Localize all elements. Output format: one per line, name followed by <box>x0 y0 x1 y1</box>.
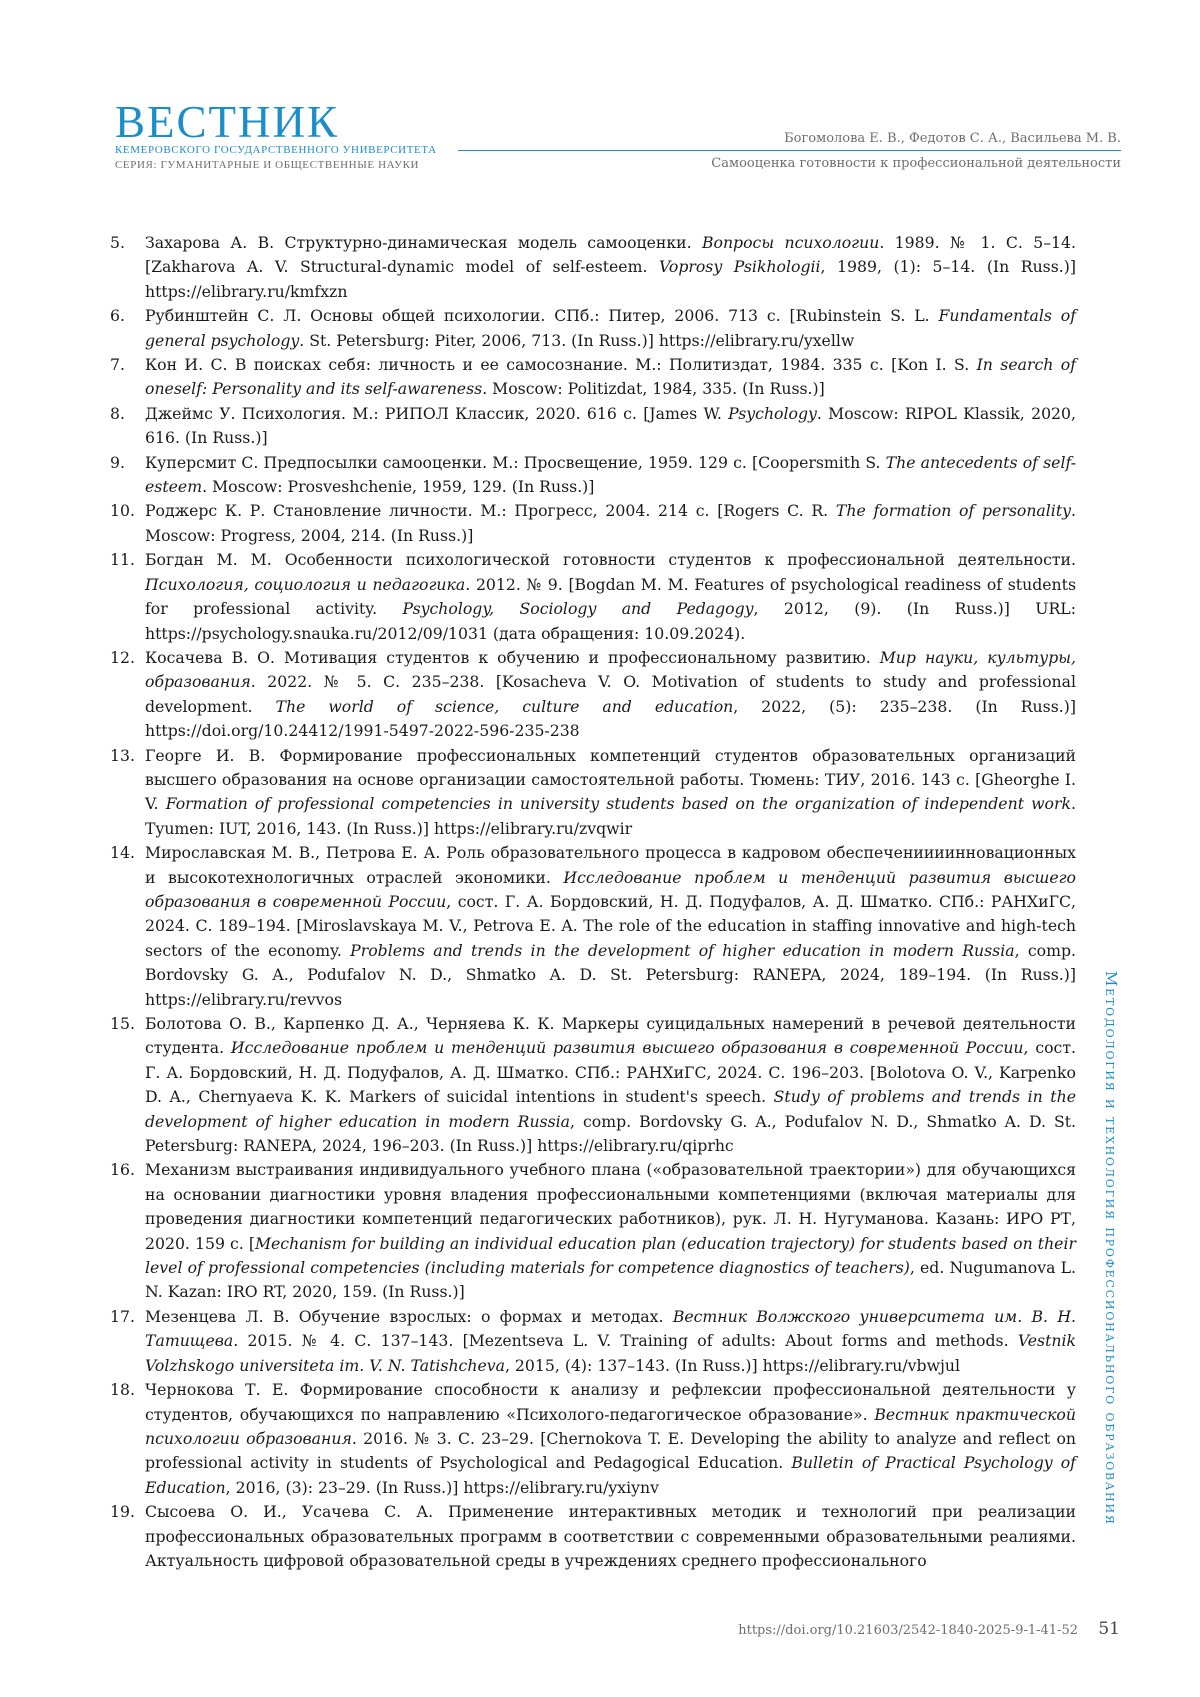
reference-segment: Богдан М. М. Особенности психологической готовности студентов к профессиональной деятельности. <box>145 550 1076 570</box>
reference-segment: , 2015, (4): 137–143. (In Russ.)] https://elibrary.ru/vbwjul <box>504 1355 960 1375</box>
reference-segment: Захарова А. В. Структурно-динамическая модель самооценки. <box>145 233 702 252</box>
reference-segment: Механизм выстраивания индивидуального учебного плана («образовательной траектории») для обучающихся на основании диагностики уровня владения профессиональными компетенциями (включая материалы для проведения диагностики компетенций педагогических работников), рук. Л. Н. Нугуманова. Казань: ИРО РТ, 2020. 159 с. [ <box>145 1160 1076 1253</box>
reference-item <box>110 1500 1076 1573</box>
reference-segment: . Moscow: Progress, 2004, 214. (In Russ.)] <box>145 501 1076 545</box>
reference-text <box>145 1305 1076 1378</box>
reference-segment: . Tyumen: IUT, 2016, 143. (In Russ.)] https://elibrary.ru/zvqwir <box>145 794 1076 838</box>
reference-segment: , comp. Bordovsky G. A., Podufalov N. D., Shmatko A. D. St. Petersburg: RANEPA, 2024, 189–194. (In Russ.)] https://elibrary.ru/revvos <box>145 940 1076 1009</box>
reference-segment: , сост. Г. А. Бордовский, Н. Д. Подуфалов, А. Д. Шматко. СПб.: РАНХиГС, 2024. С. 189–194. [Miroslavskaya M. V., Petrova E. A. The role of the education in staffing innovative and high-tech sectors of the economy. <box>145 891 1076 960</box>
reference-text <box>145 1500 1076 1573</box>
reference-italic-title: Problems and trends in the development of higher education in modern Russia <box>350 940 1015 960</box>
reference-text <box>145 646 1076 744</box>
reference-number: 11. <box>110 550 135 570</box>
journal-masthead <box>115 97 437 171</box>
reference-italic-title: Formation of professional competencies in university students based on the organization of independent work <box>165 794 1071 814</box>
reference-list <box>110 231 1076 1573</box>
journal-university: КЕМЕРОВСКОГО ГОСУДАРСТВЕННОГО УНИВЕРСИТЕТА <box>115 144 437 156</box>
reference-italic-title: Study of problems and trends in the development of higher education in modern Russia <box>145 1087 1076 1131</box>
running-title: Самооценка готовности к профессиональной деятельности <box>711 156 1121 171</box>
reference-segment: . Moscow: RIPOL Klassik, 2020, 616. (In Russ.)] <box>145 403 1077 448</box>
reference-italic-title: Fundamentals of general psychology <box>145 306 1076 350</box>
reference-text <box>145 499 1076 548</box>
reference-item <box>110 231 1076 304</box>
reference-segment: . 2015. № 4. С. 137–143. [Mezentseva L. V. Training of adults: About forms and methods. <box>233 1331 1018 1351</box>
header-divider <box>458 150 1121 151</box>
reference-segment: . St. Petersburg: Piter, 2006, 713. (In Russ.)] https://elibrary.ru/yxellw <box>299 330 855 350</box>
reference-item <box>110 744 1076 842</box>
reference-item <box>110 1158 1076 1304</box>
reference-text <box>145 402 1076 451</box>
reference-segment: Куперсмит С. Предпосылки самооценки. М.: Просвещение, 1959. 129 с. [Coopersmith S. <box>145 452 886 472</box>
reference-italic-title: Bulletin of Practical Psychology of Education <box>145 1453 1076 1497</box>
reference-number: 8. <box>110 403 125 423</box>
journal-title: ВЕСТНИК <box>115 97 340 147</box>
reference-item <box>110 548 1076 646</box>
reference-italic-title: Исследование проблем и тенденций развития высшего образования в современной России <box>230 1038 1024 1058</box>
reference-italic-title: Исследование проблем и тенденций развития высшего образования в современной России <box>145 867 1076 911</box>
reference-italic-title: Вестник Волжского университета им. В. Н. Татищева <box>145 1306 1076 1351</box>
reference-italic-title: Мир науки, культуры, образования <box>145 647 1076 692</box>
reference-number: 9. <box>110 452 125 472</box>
footer-doi[interactable]: https://doi.org/10.21603/2542-1840-2025-9-1-41-52 <box>738 1623 1078 1638</box>
reference-text <box>145 841 1076 1012</box>
reference-segment: . 1989. № 1. С. 5–14. [Zakharova A. V. Structural-dynamic model of self-esteem. <box>145 233 1076 277</box>
reference-italic-title: Вопросы психологии <box>701 233 880 252</box>
reference-item <box>110 1378 1076 1500</box>
reference-item <box>110 841 1076 1012</box>
journal-series: СЕРИЯ: ГУМАНИТАРНЫЕ И ОБЩЕСТВЕННЫЕ НАУКИ <box>115 159 420 171</box>
reference-item <box>110 353 1076 402</box>
reference-segment: . 2022. № 5. С. 235–238. [Kosacheva V. O. Motivation of students to study and professional development. <box>145 672 1076 716</box>
reference-item <box>110 402 1076 451</box>
reference-italic-title: Психология, социология и педагогика <box>145 574 466 594</box>
reference-segment: , сост. Г. А. Бордовский, Н. Д. Подуфалов, А. Д. Шматко. СПб.: РАНХиГС, 2024. С. 196–203. [Bolotova O. V., Karpenko D. A., Chernyaeva K. K. Markers of suicidal intentions in student's speech. <box>145 1038 1076 1107</box>
reference-segment: Роджерс К. Р. Становление личности. М.: Прогресс, 2004. 214 с. [Rogers C. R. <box>145 501 836 521</box>
reference-item <box>110 499 1076 548</box>
reference-segment: , 2012, (9). (In Russ.)] URL: https://psychology.snauka.ru/2012/09/1031 (дата обращения: 10.09.2024). <box>145 599 1076 643</box>
reference-segment: , comp. Bordovsky G. A., Podufalov N. D., Shmatko A. D. St. Petersburg: RANEPA, 2024, 196–203. (In Russ.)] https://elibrary.ru/qiprhc <box>145 1111 1077 1156</box>
reference-italic-title: The world of science, culture and education <box>275 696 734 716</box>
running-authors: Богомолова Е. В., Федотов С. А., Васильева М. В. <box>784 131 1121 146</box>
reference-segment: , ed. Nugumanova L. N. Kazan: IRO RT, 2020, 159. (In Russ.)] <box>145 1258 1076 1302</box>
reference-segment: . Moscow: Politizdat, 1984, 335. (In Russ.)] <box>482 379 825 399</box>
reference-text <box>145 1378 1076 1500</box>
reference-number: 17. <box>110 1306 135 1326</box>
reference-number: 13. <box>110 745 135 765</box>
reference-number: 18. <box>110 1380 135 1400</box>
reference-number: 10. <box>110 501 135 521</box>
reference-italic-title: Psychology, Sociology and Pedagogy <box>402 599 754 619</box>
reference-segment: Георге И. В. Формирование профессиональных компетенций студентов образовательных организаций высшего образования на основе организации самостоятельной работы. Тюмень: ТИУ, 2016. 143 с. [Gheorghe I. V. <box>145 745 1076 814</box>
reference-italic-title: Psychology <box>728 403 817 423</box>
reference-italic-title: Mechanism for building an individual education plan (education trajectory) for students based on their level of professional competencies (including materials for competence diagnostics of teachers) <box>145 1233 1076 1278</box>
reference-segment: . 2016. № 3. С. 23–29. [Chernokova T. E. Developing the ability to analyze and reflect on professional activity in students of Psychological and Pedagogical Education. <box>145 1428 1076 1473</box>
reference-text <box>145 353 1076 402</box>
reference-italic-title: Вестник практической психологии образования <box>145 1404 1076 1448</box>
reference-segment: Чернокова Т. Е. Формирование способности к анализу и рефлексии профессиональной деятельности у студентов, обучающихся по направлению «Психолого-педагогическое образование». <box>145 1380 1076 1424</box>
reference-segment: , 2016, (3): 23–29. (In Russ.)] https://elibrary.ru/yxiynv <box>225 1477 659 1497</box>
reference-number: 5. <box>110 233 125 252</box>
reference-number: 19. <box>110 1502 135 1522</box>
reference-italic-title: In search of oneself: Personality and its self-awareness <box>145 355 1077 399</box>
reference-number: 16. <box>110 1160 135 1180</box>
reference-italic-title: The formation of personality <box>835 501 1071 521</box>
reference-item <box>110 451 1076 500</box>
reference-item <box>110 304 1076 353</box>
reference-segment: Болотова О. В., Карпенко Д. А., Черняева К. К. Маркеры суицидальных намерений в речевой деятельности студента. <box>145 1014 1076 1058</box>
reference-number: 7. <box>110 355 125 375</box>
reference-number: 15. <box>110 1014 135 1033</box>
reference-segment: . 2012. № 9. [Bogdan M. M. Features of psychological readiness of students for professional activity. <box>145 574 1076 619</box>
reference-segment: Рубинштейн С. Л. Основы общей психологии. СПб.: Питер, 2006. 713 с. [Rubinstein S. L. <box>145 306 939 326</box>
reference-text <box>145 451 1076 500</box>
reference-number: 6. <box>110 306 125 326</box>
reference-number: 12. <box>110 647 135 667</box>
reference-segment: Сысоева О. И., Усачева С. А. Применение интерактивных методик и технологий при реализации профессиональных образовательных программ в соответствии с современными образовательными реалиями. Актуальность цифровой образовательной среды в учреждениях среднего профессионального <box>145 1502 1076 1570</box>
reference-segment: Джеймс У. Психология. М.: РИПОЛ Классик, 2020. 616 с. [James W. <box>145 403 729 423</box>
reference-item <box>110 1305 1076 1378</box>
reference-item <box>110 1012 1076 1158</box>
reference-text <box>145 1158 1076 1304</box>
reference-italic-title: The antecedents of self-esteem <box>145 452 1077 497</box>
reference-segment: Мезенцева Л. В. Обучение взрослых: о формах и методах. <box>145 1306 673 1326</box>
reference-segment: Мирославская М. В., Петрова Е. А. Роль образовательного процесса в кадровом обеспечениииинновационных и высокотехнологичных отраслей экономики. <box>145 843 1076 887</box>
section-side-label: Методология и технология профессионального образования <box>1102 971 1120 1526</box>
reference-segment: . Moscow: Prosveshchenie, 1959, 129. (In Russ.)] <box>202 477 595 497</box>
reference-text <box>145 1012 1076 1158</box>
reference-italic-title: Voprosy Psikhologii <box>658 257 821 277</box>
reference-text <box>145 744 1076 842</box>
reference-number: 14. <box>110 843 135 863</box>
reference-text <box>145 304 1076 353</box>
reference-item <box>110 646 1076 744</box>
reference-segment: , 1989, (1): 5–14. (In Russ.)] https://elibrary.ru/kmfxzn <box>145 257 1077 301</box>
reference-segment: Кон И. С. В поисках себя: личность и ее самосознание. М.: Политиздат, 1984. 335 с. [Kon I. S. <box>145 355 977 375</box>
reference-segment: Косачева В. О. Мотивация студентов к обучению и профессиональному развитию. <box>145 647 880 667</box>
reference-segment: , 2022, (5): 235–238. (In Russ.)] https://doi.org/10.24412/1991-5497-2022-596-235-238 <box>145 696 1076 741</box>
reference-text <box>145 231 1076 304</box>
reference-italic-title: Vestnik Volzhskogo universiteta im. V. N. Tatishcheva <box>145 1331 1076 1375</box>
reference-text <box>145 548 1076 646</box>
page-number: 51 <box>1098 1619 1120 1639</box>
